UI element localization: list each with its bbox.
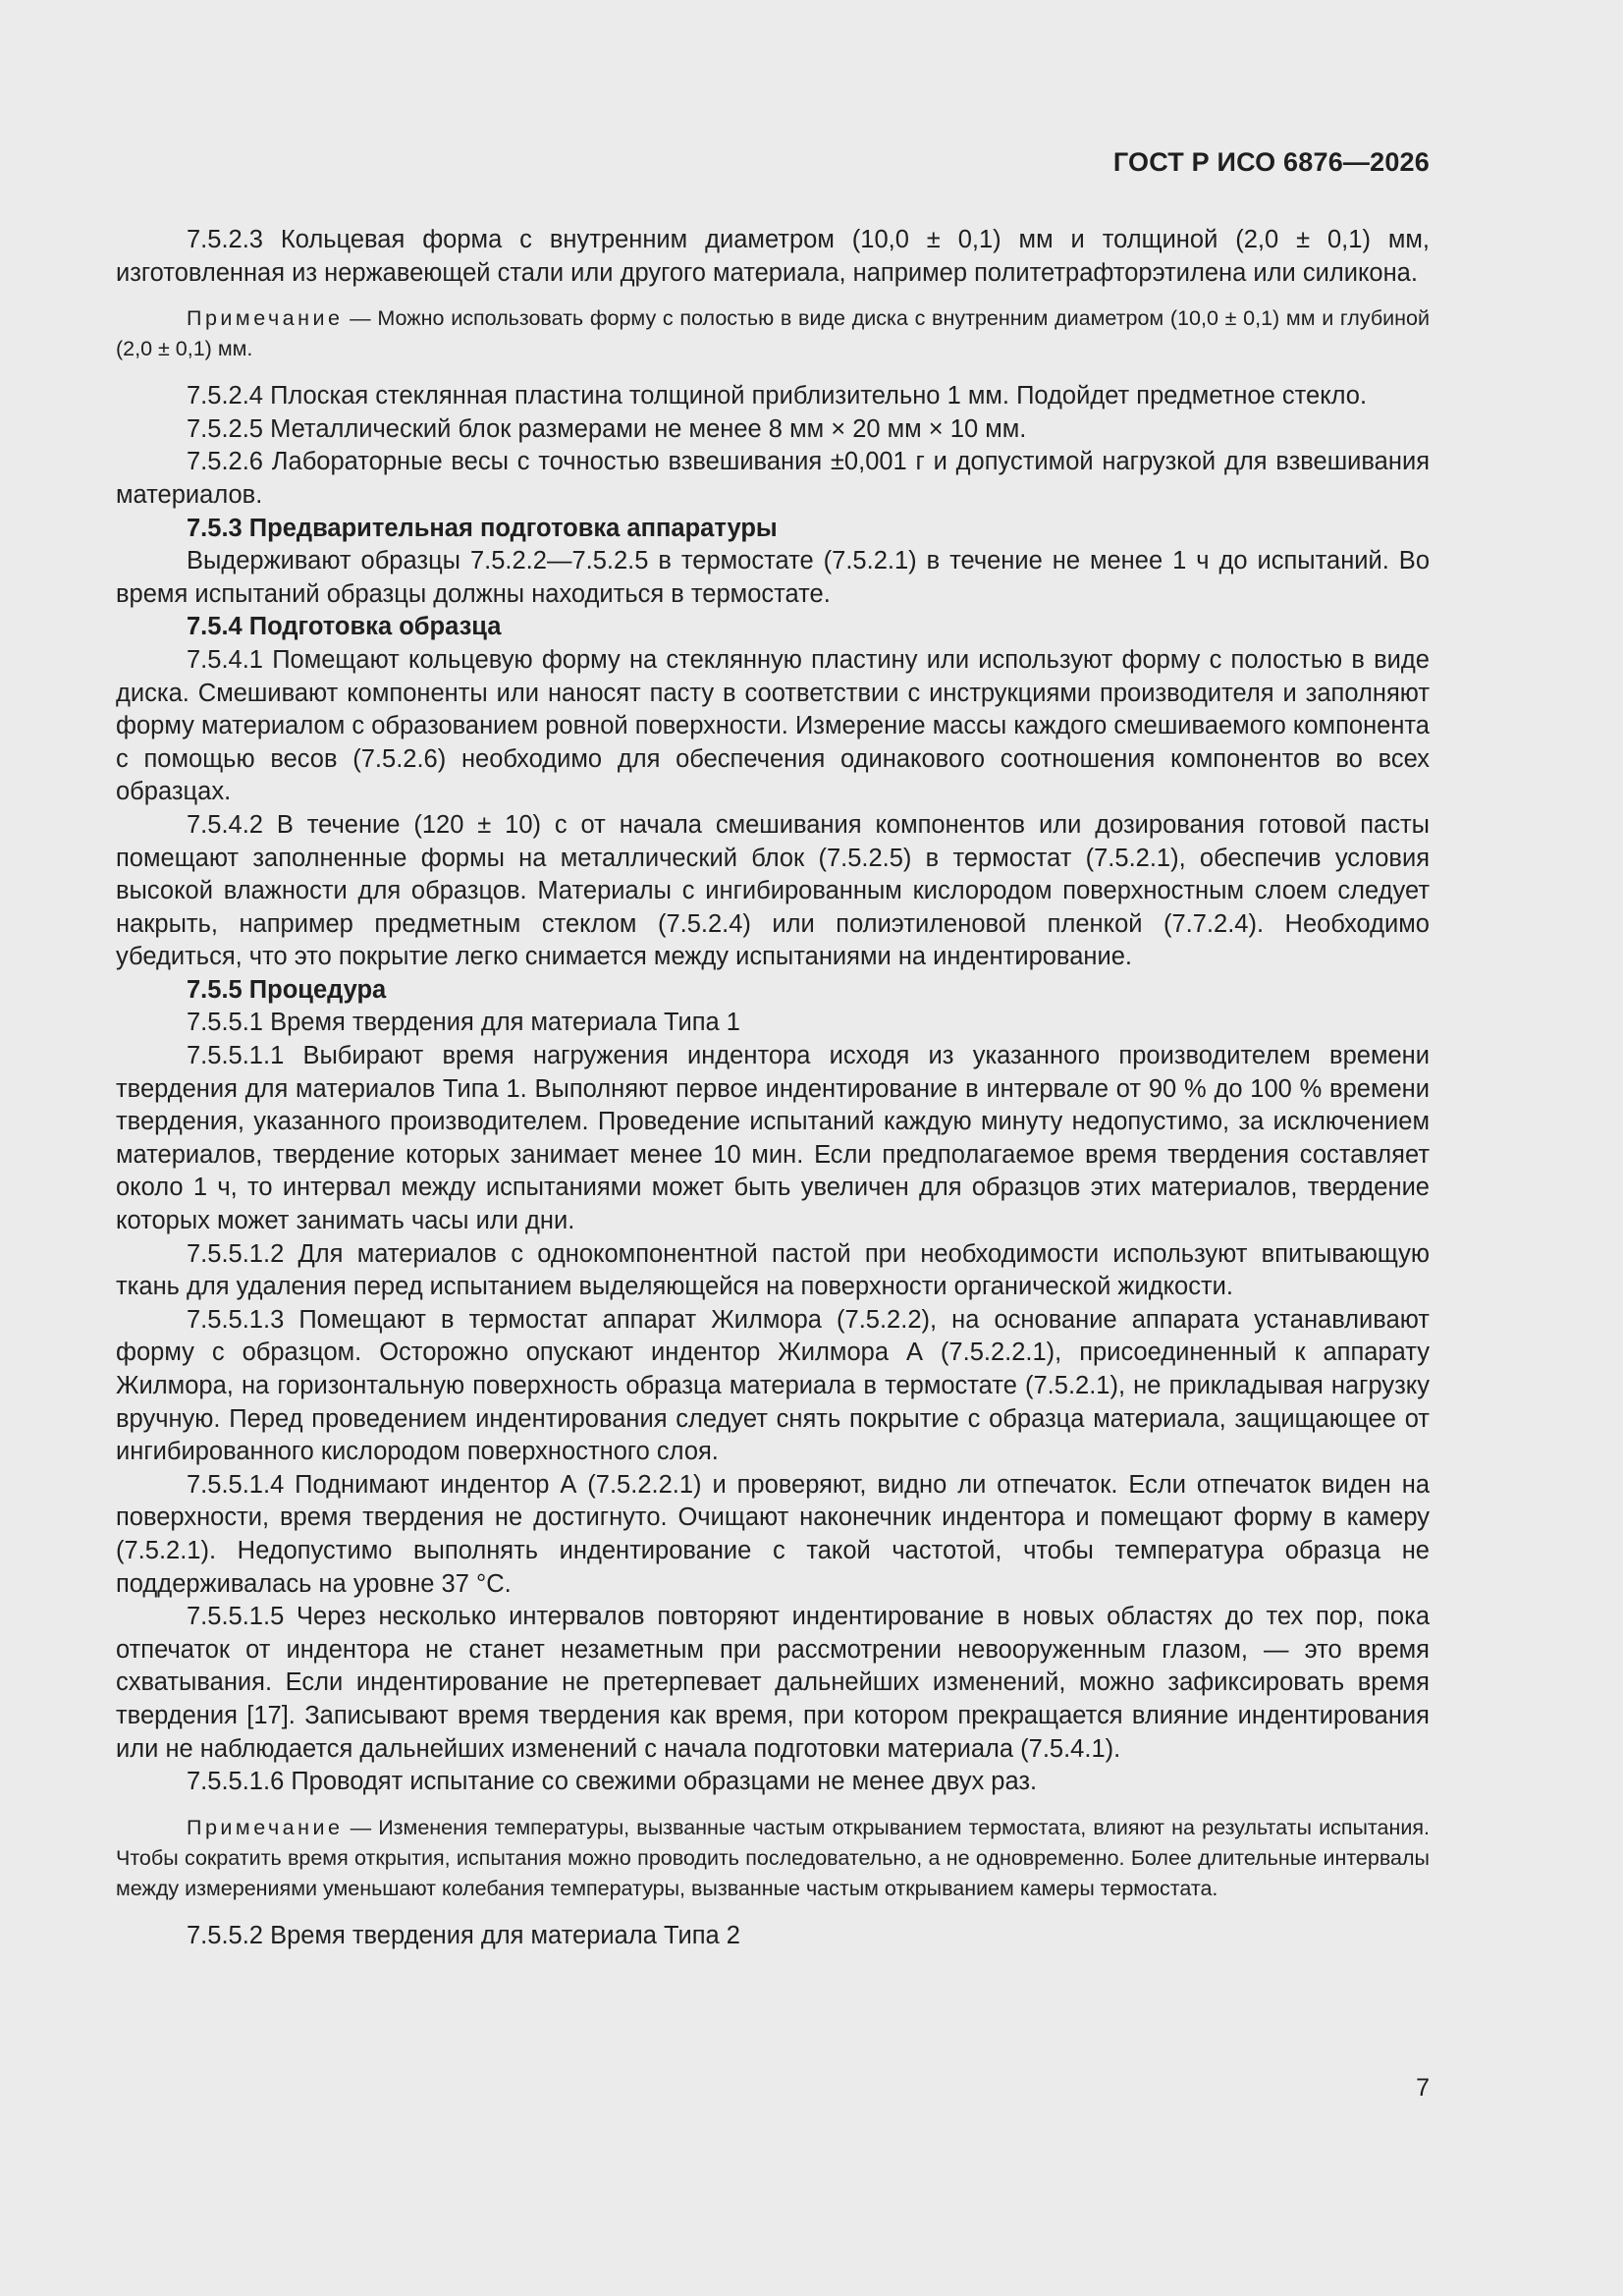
clause-7-5-2-6: 7.5.2.6 Лабораторные весы с точностью взвешивания ±0,001 г и допустимой нагрузкой для взвешивания материалов. — [116, 448, 1430, 509]
note-label: Примечание — [187, 1815, 344, 1839]
note-2 — [116, 1813, 1430, 1904]
clause-7-5-2-3: 7.5.2.3 Кольцевая форма с внутренним диаметром (10,0 ± 0,1) мм и толщиной (2,0 ± 0,1) мм, изготовленная из нержавеющей стали или другого материала, например политетрафторэтилена или силикона. — [116, 226, 1430, 287]
clause-7-5-3-text: Выдерживают образцы 7.5.2.2—7.5.2.5 в термостате (7.5.2.1) в течение не менее 1 ч до испытаний. Во время испытаний образцы должны находиться в термостате. — [116, 547, 1430, 608]
clause-7-5-4-2: 7.5.4.2 В течение (120 ± 10) с от начала смешивания компонентов или дозирования готовой пасты помещают заполненные формы на металлический блок (7.5.2.5) в термостат (7.5.2.1), обеспечив условия высокой влажности для образцов. Материалы с ингибированным кислородом поверхностным слоем следует накрыть, например предметным стеклом (7.5.2.4) или полиэтиленовой пленкой (7.7.2.4). Необходимо убедиться, что это покрытие легко снимается между испытаниями на индентирование. — [116, 810, 1430, 971]
clause-7-5-4-1: 7.5.4.1 Помещают кольцевую форму на стеклянную пластину или используют форму с полостью в виде диска. Смешивают компоненты или наносят пасту в соответствии с инструкциями производителя и заполняют форму материалом с образованием ровной поверхности. Измерение массы каждого смешиваемого компонента с помощью весов (7.5.2.6) необходимо для обеспечения одинакового соотношения компонентов во всех образцах. — [116, 645, 1430, 806]
clause-7-5-5-1-4: 7.5.5.1.4 Поднимают индентор А (7.5.2.2.1) и проверяют, видно ли отпечаток. Если отпечаток виден на поверхности, время твердения не достигнуто. Очищают наконечник индентора и помещают форму в камеру (7.5.2.1). Недопустимо выполнять индентирование с такой частотой, чтобы температура образца не поддерживалась на уровне 37 °С. — [116, 1470, 1430, 1598]
page-body — [116, 224, 1430, 1952]
document-code-header: ГОСТ Р ИСО 6876—2026 — [1112, 147, 1430, 177]
clause-7-5-5-1-1: 7.5.5.1.1 Выбирают время нагружения индентора исходя из указанного производителем времени твердения для материалов Типа 1. Выполняют первое индентирование в интервале от 90 % до 100 % времени твердения, указанного производителем. Проведение испытаний каждую минуту недопустимо, за исключением материалов, твердение которых занимает менее 10 мин. Если предполагаемое время твердения составляет около 1 ч, то интервал между испытаниями может быть увеличен для образцов этих материалов, твердение которых может занимать часы или дни. — [116, 1042, 1430, 1235]
clause-7-5-2-5: 7.5.2.5 Металлический блок размерами не менее 8 мм × 20 мм × 10 мм. — [187, 414, 1027, 443]
heading-7-5-4: 7.5.4 Подготовка образца — [187, 613, 502, 641]
clause-7-5-5-1: 7.5.5.1 Время твердения для материала Типа 1 — [187, 1009, 740, 1037]
clause-7-5-5-1-3: 7.5.5.1.3 Помещают в термостат аппарат Жилмора (7.5.2.2), на основание аппарата устанавливают форму с образцом. Осторожно опускают индентор Жилмора А (7.5.2.2.1), присоединенный к аппарату Жилмора, на горизонтальную поверхность образца материала в термостате (7.5.2.1), не прикладывая нагрузку вручную. Перед проведением индентирования следует снять покрытие с образца материала, защищающее от ингибированного кислородом поверхностного слоя. — [116, 1305, 1430, 1466]
clause-7-5-5-1-5: 7.5.5.1.5 Через несколько интервалов повторяют индентирование в новых областях до тех пор, пока отпечаток от индентора не станет незаметным при рассмотрении невооруженным глазом, — это время схватывания. Если индентирование не претерпевает дальнейших изменений, можно зафиксировать время твердения [17]. Записывают время твердения как время, при котором прекращается влияние индентирования или не наблюдается дальнейших изменений с начала подготовки материала (7.5.4.1). — [116, 1603, 1430, 1763]
page-number: 7 — [1416, 2074, 1430, 2102]
clause-7-5-5-1-6: 7.5.5.1.6 Проводят испытание со свежими образцами не менее двух раз. — [187, 1768, 1038, 1796]
note-1 — [116, 303, 1430, 364]
heading-7-5-3: 7.5.3 Предварительная подготовка аппаратуры — [187, 514, 778, 542]
note-label: Примечание — [187, 306, 344, 331]
clause-7-5-5-2: 7.5.5.2 Время твердения для материала Типа 2 — [187, 1921, 740, 1949]
heading-7-5-5: 7.5.5 Процедура — [187, 975, 387, 1004]
note-text: — Изменения температуры, вызванные частым открыванием термостата, влияют на результаты испытания. Чтобы сократить время открытия, испытания можно проводить последовательно, а не одновременно. Более длительные интервалы между измерениями уменьшают колебания температуры, вызванные частым открыванием камеры термостата. — [116, 1815, 1430, 1900]
clause-7-5-2-4: 7.5.2.4 Плоская стеклянная пластина толщиной приблизительно 1 мм. Подойдет предметное стекло. — [187, 382, 1368, 410]
clause-7-5-5-1-2: 7.5.5.1.2 Для материалов с однокомпонентной пастой при необходимости используют впитывающую ткань для удаления перед испытанием выделяющейся на поверхности органической жидкости. — [116, 1239, 1430, 1301]
note-text: — Можно использовать форму с полостью в виде диска с внутренним диаметром (10,0 ± 0,1) мм и глубиной (2,0 ± 0,1) мм. — [116, 306, 1430, 361]
